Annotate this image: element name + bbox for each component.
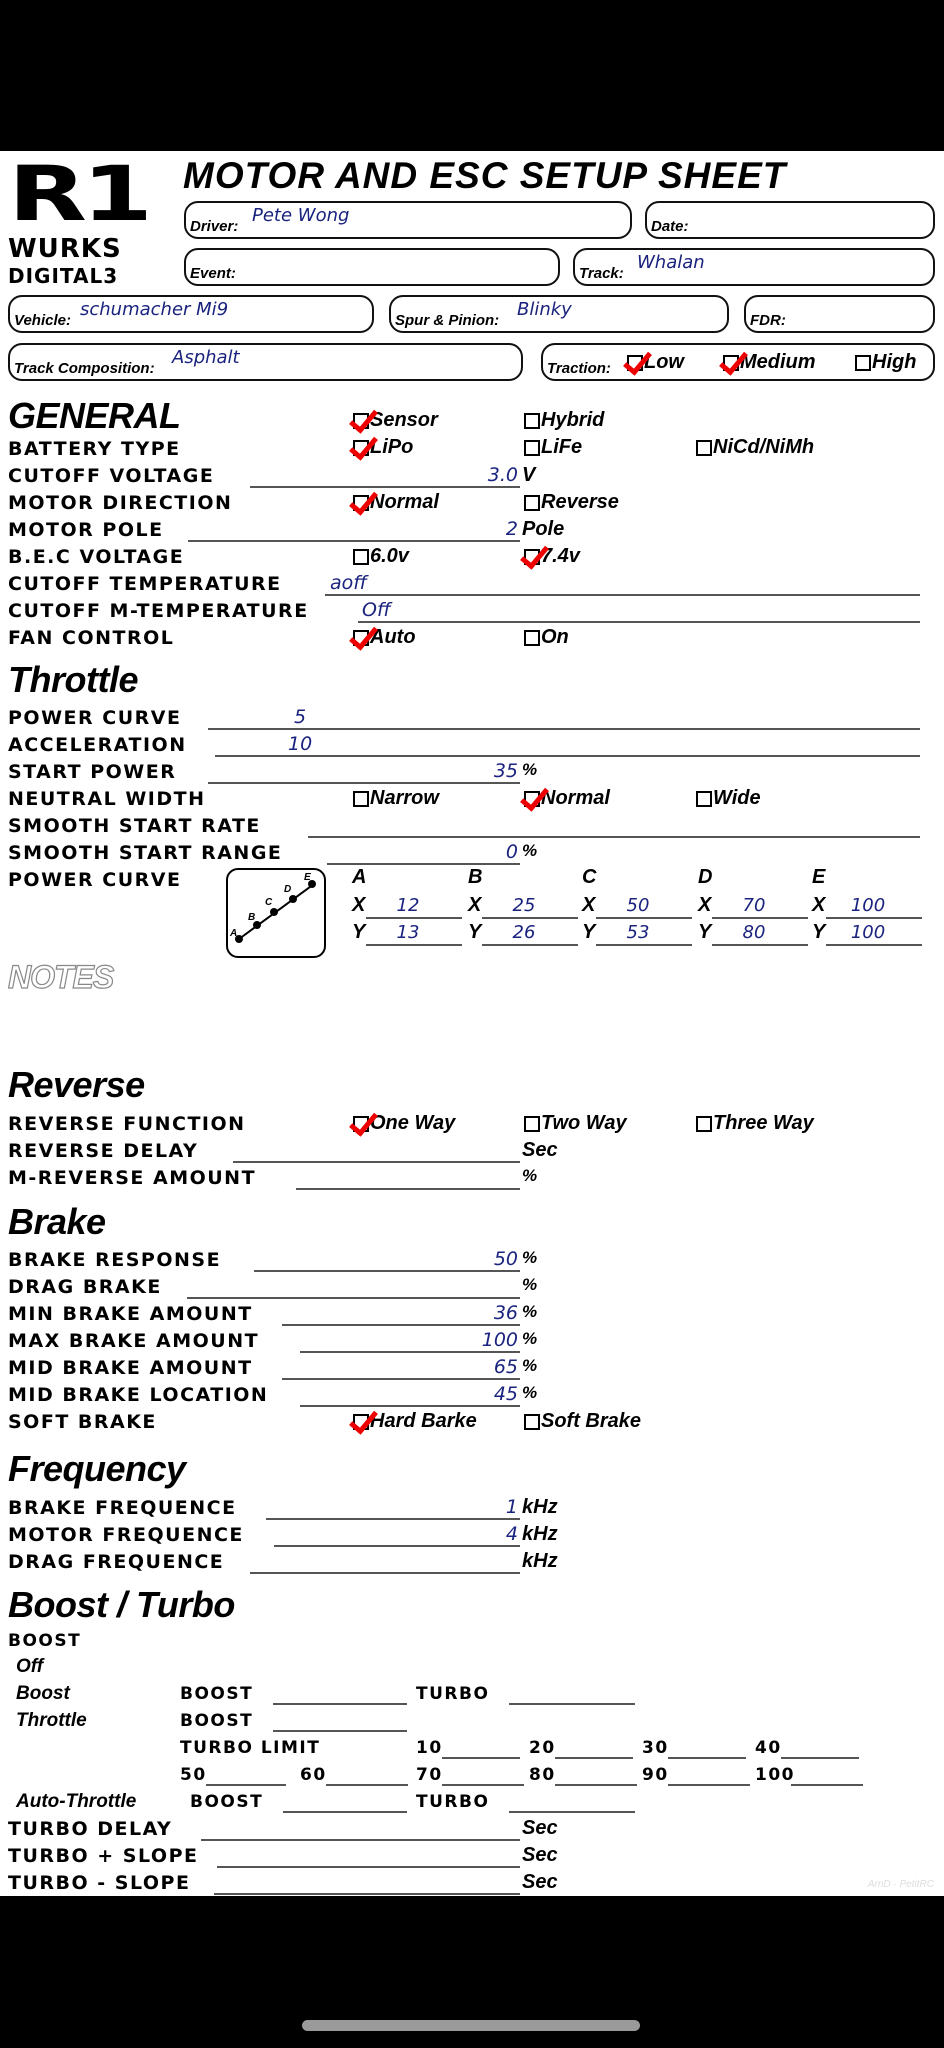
checkbox-icon[interactable]: [696, 440, 712, 456]
curve-x-label: X: [352, 894, 366, 916]
curve-x-value: 50: [626, 895, 650, 916]
checkbox-icon[interactable]: [524, 549, 540, 565]
bec-voltage-label: B.E.C VOLTAGE: [8, 546, 185, 568]
traction-high[interactable]: [855, 351, 916, 374]
option-label: LiFe: [541, 436, 583, 458]
traction-field: [541, 343, 935, 381]
curve-x-label: X: [582, 894, 596, 916]
mode-throttle[interactable]: Throttle: [16, 1710, 87, 1731]
row-unit: %: [522, 1383, 538, 1402]
notes-title: NOTES: [8, 959, 114, 995]
option-life[interactable]: [524, 436, 582, 459]
boost-mode-boost-input[interactable]: [273, 1703, 407, 1705]
checkbox-icon[interactable]: [524, 495, 540, 511]
option-label: One Way: [370, 1112, 456, 1134]
row-label: DRAG FREQUENCE: [8, 1551, 225, 1573]
checkbox-icon[interactable]: [524, 440, 540, 456]
option-label: On: [541, 626, 569, 648]
event-field[interactable]: [184, 248, 560, 286]
auto-mode-boost-input[interactable]: [283, 1811, 407, 1813]
row-label: BRAKE RESPONSE: [8, 1249, 222, 1271]
smooth-start-rate-input[interactable]: [308, 836, 920, 838]
turbo-limit-key: 50: [180, 1765, 207, 1785]
neutral-width-label: NEUTRAL WIDTH: [8, 788, 206, 810]
row-unit: Sec: [522, 1871, 558, 1893]
curve-letter-c: C: [265, 897, 273, 908]
boost-mode-turbo-input[interactable]: [509, 1703, 635, 1705]
row-input[interactable]: [300, 1351, 520, 1353]
auto-mode-boost-label: BOOST: [190, 1792, 264, 1812]
reverse-delay-label: REVERSE DELAY: [8, 1140, 199, 1162]
curve-x-input[interactable]: [712, 917, 808, 919]
cutoff-temperature-value: aoff: [330, 572, 367, 594]
option-label: 6.0v: [370, 545, 409, 567]
option-label: High: [872, 351, 917, 373]
checkbox-icon[interactable]: [627, 355, 643, 371]
row-value: 50: [493, 1248, 518, 1270]
row-unit: Sec: [522, 1844, 558, 1866]
fdr-label: FDR:: [750, 312, 786, 329]
traction-label: Traction:: [547, 360, 611, 377]
driver-value: Pete Wong: [252, 205, 350, 226]
curve-point-c: [270, 908, 278, 916]
row-label: TURBO - SLOPE: [8, 1872, 191, 1894]
row-unit: %: [522, 1248, 538, 1267]
row-label: TURBO DELAY: [8, 1818, 173, 1840]
section-boost-title: Boost / Turbo: [8, 1584, 235, 1625]
power-curve-label: POWER CURVE: [8, 707, 182, 729]
smooth-start-range-input[interactable]: [327, 863, 520, 865]
curve-y-input[interactable]: [712, 944, 808, 946]
row-unit: %: [522, 1275, 538, 1294]
date-label: Date:: [651, 218, 689, 235]
soft-brake-label: SOFT BRAKE: [8, 1411, 157, 1433]
turbo-limit-key: 20: [529, 1738, 556, 1758]
row-unit: kHz: [522, 1496, 558, 1518]
checkbox-icon[interactable]: [696, 1116, 712, 1132]
option-one-way[interactable]: [353, 1112, 455, 1135]
row-value: 1: [505, 1496, 518, 1518]
turbo-limit-key: 60: [300, 1765, 327, 1785]
battery-type-label: BATTERY TYPE: [8, 438, 181, 460]
option-label: Reverse: [541, 491, 619, 513]
option-label: Two Way: [541, 1112, 627, 1134]
row-unit: %: [522, 1356, 538, 1375]
boost-mode-boost-label: BOOST: [180, 1684, 254, 1704]
track-composition-field[interactable]: [8, 343, 523, 381]
option-label: Wide: [713, 787, 761, 809]
turbo-limit-key: 10: [416, 1738, 443, 1758]
row-input[interactable]: [217, 1866, 520, 1868]
section-throttle-title: Throttle: [8, 659, 138, 700]
checkbox-icon[interactable]: [524, 413, 540, 429]
checkbox-icon[interactable]: [524, 630, 540, 646]
row-input[interactable]: [282, 1378, 520, 1380]
checkbox-icon[interactable]: [353, 440, 369, 456]
turbo-limit-key: 40: [755, 1738, 782, 1758]
row-unit: Sec: [522, 1817, 558, 1839]
checkbox-icon[interactable]: [524, 791, 540, 807]
curve-x-value: 12: [396, 895, 420, 916]
curve-point-d: [289, 895, 297, 903]
row-unit: %: [522, 1329, 538, 1348]
option-label: Hard Barke: [370, 1410, 477, 1432]
power-curve-points-label: POWER CURVE: [8, 869, 182, 891]
m-reverse-amount-unit: %: [522, 1166, 538, 1185]
track-field[interactable]: [573, 248, 935, 286]
option-label: Medium: [740, 351, 816, 373]
curve-y-label: Y: [698, 921, 712, 943]
cutoff-m-temperature-value: Off: [362, 599, 391, 621]
traction-low[interactable]: [627, 351, 684, 374]
curve-y-label: Y: [468, 921, 482, 943]
motor-direction-label: MOTOR DIRECTION: [8, 492, 233, 514]
motor-pole-value: 2: [505, 518, 518, 540]
track-composition-value: Asphalt: [172, 347, 240, 368]
option-two-way[interactable]: [524, 1112, 627, 1135]
curve-y-value: 53: [626, 922, 650, 943]
traction-medium[interactable]: [723, 351, 816, 374]
curve-point-name: C: [582, 866, 597, 888]
option-lipo[interactable]: [353, 436, 413, 459]
mode-off[interactable]: Off: [16, 1656, 44, 1677]
row-label: MAX BRAKE AMOUNT: [8, 1330, 260, 1352]
m-reverse-amount-label: M-REVERSE AMOUNT: [8, 1167, 257, 1189]
row-input[interactable]: [187, 1297, 520, 1299]
row-input[interactable]: [254, 1270, 520, 1272]
checkbox-icon[interactable]: [524, 1414, 540, 1430]
smooth-start-rate-label: SMOOTH START RATE: [8, 815, 261, 837]
start-power-value: 35: [493, 760, 518, 782]
option-label: Hybrid: [541, 409, 605, 431]
cutoff-voltage-unit: V: [522, 464, 536, 486]
curve-letter-d: D: [284, 884, 292, 895]
mode-auto-throttle[interactable]: Auto-Throttle: [16, 1791, 137, 1812]
turbo-limit-input[interactable]: [668, 1784, 750, 1786]
power-curve-input[interactable]: [208, 728, 920, 730]
option-sensor[interactable]: [353, 409, 438, 432]
turbo-limit-key: 100: [755, 1765, 795, 1785]
reverse-function-label: REVERSE FUNCTION: [8, 1113, 246, 1135]
row-value: 36: [493, 1302, 518, 1324]
row-input[interactable]: [266, 1518, 520, 1520]
option-fan-auto[interactable]: [353, 626, 416, 649]
curve-letter-a: A: [230, 928, 238, 939]
vehicle-label: Vehicle:: [14, 312, 71, 329]
turbo-limit-input[interactable]: [555, 1757, 633, 1759]
throttle-mode-boost-label: BOOST: [180, 1711, 254, 1731]
option-label: Three Way: [713, 1112, 814, 1134]
turbo-limit-input[interactable]: [326, 1784, 408, 1786]
cutoff-temperature-label: CUTOFF TEMPERATURE: [8, 573, 282, 595]
row-value: 45: [493, 1383, 518, 1405]
notes-area[interactable]: [8, 996, 928, 1056]
curve-graphic: [228, 870, 324, 956]
option-neutral-normal[interactable]: [524, 787, 610, 810]
curve-point-name: B: [468, 866, 483, 888]
checkbox-icon[interactable]: [353, 495, 369, 511]
checkbox-icon[interactable]: [696, 791, 712, 807]
checkbox-icon[interactable]: [353, 413, 369, 429]
curve-x-input[interactable]: [596, 917, 692, 919]
auto-mode-turbo-input[interactable]: [509, 1811, 635, 1813]
home-indicator[interactable]: [302, 2020, 640, 2031]
curve-x-value: 25: [512, 895, 536, 916]
acceleration-input[interactable]: [215, 755, 920, 757]
curve-x-input[interactable]: [366, 917, 462, 919]
checkbox-icon[interactable]: [353, 1116, 369, 1132]
acceleration-value: 10: [288, 733, 313, 755]
curve-x-label: X: [698, 894, 712, 916]
turbo-limit-input[interactable]: [781, 1757, 859, 1759]
checkbox-icon[interactable]: [353, 791, 369, 807]
row-value: 100: [481, 1329, 518, 1351]
event-label: Event:: [190, 265, 236, 282]
option-label: Normal: [370, 491, 439, 513]
logo-mark: R1: [8, 157, 148, 231]
option-bec-7v[interactable]: [524, 545, 580, 568]
option-label: 7.4v: [541, 545, 580, 567]
row-label: DRAG BRAKE: [8, 1276, 162, 1298]
option-soft-brake[interactable]: [524, 1410, 641, 1433]
cutoff-voltage-value: 3.0: [487, 464, 518, 486]
track-value: Whalan: [637, 252, 705, 273]
option-narrow[interactable]: [353, 787, 439, 810]
curve-x-label: X: [812, 894, 826, 916]
turbo-limit-key: 30: [642, 1738, 669, 1758]
cutoff-voltage-input[interactable]: [250, 486, 520, 488]
curve-x-value: 70: [742, 895, 766, 916]
option-nicd[interactable]: [696, 436, 814, 459]
option-reverse-direction[interactable]: [524, 491, 619, 514]
start-power-unit: %: [522, 760, 538, 779]
turbo-limit-input[interactable]: [668, 1757, 746, 1759]
vehicle-field[interactable]: [8, 295, 374, 333]
option-label: LiPo: [370, 436, 414, 458]
boost-label: BOOST: [8, 1631, 82, 1651]
option-label: NiCd/NiMh: [713, 436, 815, 458]
fdr-field[interactable]: [744, 295, 935, 333]
setup-sheet: [0, 151, 944, 1896]
driver-label: Driver:: [190, 218, 239, 235]
motor-pole-label: MOTOR POLE: [8, 519, 164, 541]
section-brake-title: Brake: [8, 1201, 106, 1242]
smooth-start-range-unit: %: [522, 841, 538, 860]
turbo-limit-key: 80: [529, 1765, 556, 1785]
watermark: ArnD · PetitRC: [867, 1879, 934, 1890]
curve-x-value: 100: [850, 895, 886, 916]
cutoff-m-temperature-label: CUTOFF M-TEMPERATURE: [8, 600, 309, 622]
row-value: 65: [493, 1356, 518, 1378]
reverse-delay-unit: Sec: [522, 1139, 558, 1161]
spur-pinion-label: Spur & Pinion:: [395, 312, 500, 329]
spur-pinion-value: Blinky: [517, 299, 572, 320]
fan-control-label: FAN CONTROL: [8, 627, 175, 649]
row-label: MID BRAKE AMOUNT: [8, 1357, 253, 1379]
logo: [8, 157, 168, 291]
option-bec-6v[interactable]: [353, 545, 409, 568]
option-label: Auto: [370, 626, 416, 648]
curve-point-name: D: [698, 866, 713, 888]
turbo-limit-input[interactable]: [442, 1784, 524, 1786]
section-general-title: GENERAL: [8, 395, 181, 436]
row-label: MOTOR FREQUENCE: [8, 1524, 244, 1546]
option-label: Low: [644, 351, 684, 373]
curve-x-input[interactable]: [482, 917, 578, 919]
curve-letter-b: B: [248, 912, 256, 923]
option-label: Narrow: [370, 787, 439, 809]
smooth-start-range-label: SMOOTH START RANGE: [8, 842, 283, 864]
curve-y-input[interactable]: [482, 944, 578, 946]
curve-y-label: Y: [812, 921, 826, 943]
curve-point-name: A: [352, 866, 367, 888]
option-label: Normal: [541, 787, 610, 809]
row-label: MIN BRAKE AMOUNT: [8, 1303, 253, 1325]
option-wide[interactable]: [696, 787, 761, 810]
driver-field[interactable]: [184, 201, 632, 239]
checkbox-icon[interactable]: [524, 1116, 540, 1132]
turbo-limit-input[interactable]: [555, 1784, 637, 1786]
cutoff-voltage-label: CUTOFF VOLTAGE: [8, 465, 215, 487]
throttle-mode-boost-input[interactable]: [273, 1730, 407, 1732]
mode-boost[interactable]: Boost: [16, 1683, 70, 1704]
logo-line1: WURKS: [8, 234, 122, 264]
turbo-limit-input[interactable]: [791, 1784, 863, 1786]
curve-y-value: 13: [396, 922, 420, 943]
logo-line2: DIGITAL3: [8, 264, 119, 288]
curve-y-label: Y: [582, 921, 596, 943]
row-unit: kHz: [522, 1523, 558, 1545]
motor-pole-unit: Pole: [522, 518, 565, 540]
curve-letter-e: E: [304, 872, 311, 883]
date-field[interactable]: [645, 201, 935, 239]
power-curve-diagram: [226, 868, 326, 958]
option-label: Soft Brake: [541, 1410, 642, 1432]
row-input[interactable]: [274, 1545, 520, 1547]
auto-mode-turbo-label: TURBO: [416, 1792, 490, 1812]
checkbox-icon[interactable]: [723, 355, 739, 371]
turbo-limit-key: 70: [416, 1765, 443, 1785]
option-three-way[interactable]: [696, 1112, 814, 1135]
vehicle-value: schumacher Mi9: [80, 299, 229, 320]
track-composition-label: Track Composition:: [14, 360, 155, 377]
cutoff-temperature-input[interactable]: [325, 594, 920, 596]
turbo-limit-input[interactable]: [442, 1757, 520, 1759]
row-input[interactable]: [282, 1324, 520, 1326]
section-frequency-title: Frequency: [8, 1448, 186, 1489]
track-label: Track:: [579, 265, 624, 282]
option-fan-on[interactable]: [524, 626, 569, 649]
start-power-input[interactable]: [208, 782, 520, 784]
curve-y-value: 26: [512, 922, 536, 943]
option-hard-brake[interactable]: [353, 1410, 477, 1433]
turbo-limit-input[interactable]: [206, 1784, 286, 1786]
spur-pinion-field[interactable]: [389, 295, 729, 333]
row-label: BRAKE FREQUENCE: [8, 1497, 237, 1519]
curve-y-input[interactable]: [826, 944, 922, 946]
checkbox-icon[interactable]: [353, 549, 369, 565]
row-input[interactable]: [201, 1839, 520, 1841]
checkbox-icon[interactable]: [855, 355, 871, 371]
curve-x-label: X: [468, 894, 482, 916]
row-input[interactable]: [214, 1893, 520, 1895]
option-label: Sensor: [370, 409, 438, 431]
curve-y-value: 100: [850, 922, 886, 943]
cutoff-m-temperature-input[interactable]: [358, 621, 920, 623]
row-input[interactable]: [300, 1405, 520, 1407]
smooth-start-range-value: 0: [505, 841, 518, 863]
option-normal-direction[interactable]: [353, 491, 439, 514]
curve-x-input[interactable]: [826, 917, 922, 919]
page-title: MOTOR AND ESC SETUP SHEET: [183, 155, 787, 196]
curve-y-input[interactable]: [366, 944, 462, 946]
boost-mode-turbo-label: TURBO: [416, 1684, 490, 1704]
checkbox-icon[interactable]: [353, 1414, 369, 1430]
reverse-delay-input[interactable]: [233, 1161, 520, 1163]
row-label: MID BRAKE LOCATION: [8, 1384, 269, 1406]
curve-y-label: Y: [352, 921, 366, 943]
acceleration-label: ACCELERATION: [8, 734, 187, 756]
m-reverse-amount-input[interactable]: [296, 1188, 520, 1190]
row-unit: kHz: [522, 1550, 558, 1572]
row-value: 4: [505, 1523, 518, 1545]
section-reverse-title: Reverse: [8, 1064, 145, 1105]
motor-pole-input[interactable]: [188, 540, 520, 542]
checkbox-icon[interactable]: [353, 630, 369, 646]
row-label: TURBO + SLOPE: [8, 1845, 199, 1867]
curve-y-value: 80: [742, 922, 766, 943]
power-curve-value: 5: [294, 706, 307, 728]
row-unit: %: [522, 1302, 538, 1321]
turbo-limit-label: TURBO LIMIT: [180, 1738, 321, 1758]
row-input[interactable]: [250, 1572, 520, 1574]
curve-y-input[interactable]: [596, 944, 692, 946]
turbo-limit-key: 90: [642, 1765, 669, 1785]
curve-point-name: E: [812, 866, 826, 888]
start-power-label: START POWER: [8, 761, 177, 783]
option-hybrid[interactable]: [524, 409, 604, 432]
